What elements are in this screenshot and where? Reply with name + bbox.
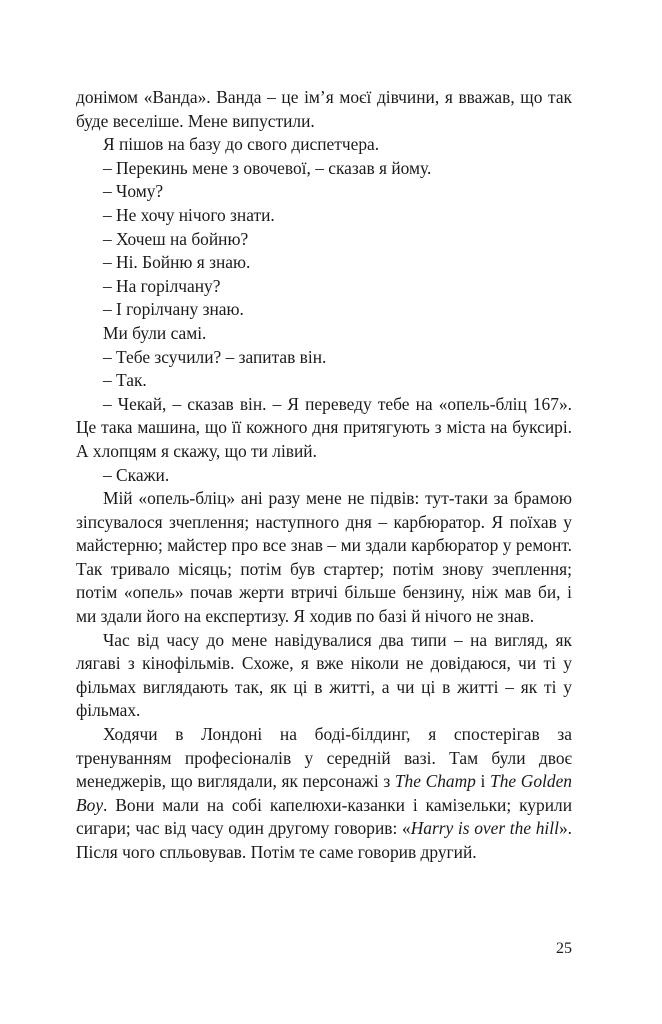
dialogue-line: – Чекай, – сказав він. – Я переведу тебе на «опель-бліц 167». Це така машина, що її кожного дня притягують з міста на буксирі. А хлопцям я скажу, що ти лівий. — [76, 393, 572, 461]
film-title: The Champ — [394, 771, 476, 792]
paragraph-text: і — [475, 771, 491, 792]
dialogue-line: – Ні. Бойню я знаю. — [103, 252, 251, 273]
paragraph: донімом «Ванда». Ванда – це ім’я моєї дівчини, я вважав, що так буде веселіше. Мене випустили. — [76, 87, 572, 131]
page-body-text — [76, 86, 572, 865]
dialogue-line: – І горілчану знаю. — [103, 299, 244, 320]
paragraph: Ми були самі. — [103, 322, 207, 343]
dialogue-line: – Перекинь мене з овочевої, – сказав я йому. — [103, 157, 432, 178]
quoted-phrase: Harry is over the hill — [410, 818, 559, 839]
paragraph-text: ». Після чого спльовував. Потім те саме говорив другий. — [76, 818, 572, 862]
paragraph: Час від часу до мене навідувалися два типи – на вигляд, як лягаві з кінофільмів. Схоже, я вже ніколи не довідаюся, чи ті у фільмах виглядають так, як ці в житті, а чи ці в житті – як ті у фільмах. — [76, 629, 572, 721]
dialogue-line: – Не хочу нічого знати. — [103, 204, 275, 225]
dialogue-line: – На горілчану? — [103, 275, 221, 296]
paragraph: Мій «опель-бліц» ані разу мене не підвів: тут-таки за брамою зіпсувалося зчеплення; наступного дня – карбюратор. Я поїхав у майстерню; майстер про все знав – ми здали карбюратор у ремонт. Так тривало місяць; потім був стартер; потім знову зчеплення; потім «опель» почав жерти втричі більше бензину, ніж мав би, і ми здали його на експертизу. Я ходив по базі й нічого не знав. — [76, 488, 572, 627]
dialogue-line: – Так. — [103, 370, 147, 391]
page-number: 25 — [556, 940, 572, 957]
dialogue-line: – Хочеш на бойню? — [103, 228, 249, 249]
paragraph: Я пішов на базу до свого диспетчера. — [103, 134, 380, 155]
film-title: The Golden Boy — [76, 771, 572, 815]
paragraph-text: Ходячи в Лондоні на боді-білдинг, я спостерігав за тренуванням професіоналів у середній вазі. Там були двоє менеджерів, що виглядали, як персонажі з — [76, 724, 572, 792]
dialogue-line: – Тебе зсучили? – запитав він. — [103, 346, 327, 367]
dialogue-line: – Скажи. — [103, 464, 170, 485]
paragraph-text: . Вони мали на собі капелюхи-казанки і камізельки; курили сигари; час від часу один другому говорив: « — [76, 794, 572, 839]
dialogue-line: – Чому? — [103, 181, 164, 202]
paragraph — [76, 723, 572, 865]
